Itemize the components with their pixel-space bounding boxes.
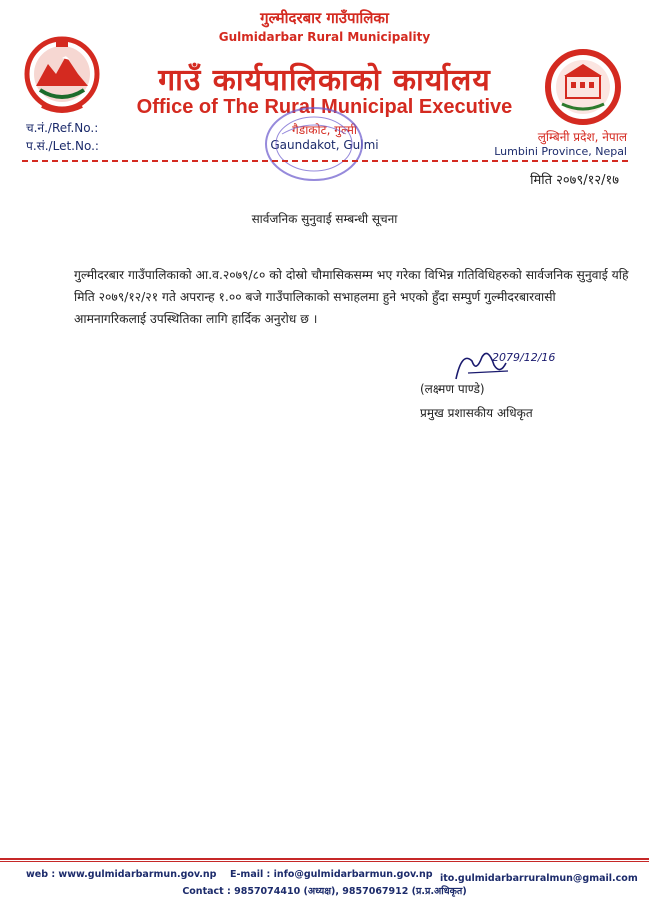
footer-contact: Contact : 9857074410 (अध्यक्ष), 9857067912 (प्र.प्र.अधिकृत) [182, 886, 467, 897]
signatory-title: प्रमुख प्रशासकीय अधिकृत [420, 406, 533, 420]
notice-subject: सार्वजनिक सुनुवाई सम्बन्धी सूचना [251, 212, 398, 226]
footer-email-ito: ito.gulmidarbarruralmun@gmail.com [440, 873, 638, 884]
document-date: मिति २०७९/१२/१७ [530, 173, 619, 188]
office-title-np: गाउँ कार्यपालिकाको कार्यालय [158, 63, 491, 98]
municipality-name-np: गुल्मीदरबार गाउँपालिका [260, 9, 389, 27]
footer-website: web : www.gulmidarbarmun.gov.np [26, 869, 217, 880]
signatory-name: (लक्ष्मण पाण्डे) [420, 382, 485, 396]
office-stamp-icon [262, 104, 366, 184]
address-np: गैडाकोट, गुल्मी [292, 123, 357, 137]
let-no-label: प.सं./Let.No.: [26, 139, 99, 153]
footer-divider-thin [0, 861, 649, 862]
ref-no-label: च.नं./Ref.No.: [26, 121, 99, 135]
municipality-name-en: Gulmidarbar Rural Municipality [218, 30, 431, 44]
footer-email-info: E-mail : info@gulmidarbarmun.gov.np [230, 869, 433, 880]
province-np: लुम्बिनी प्रदेश, नेपाल [537, 130, 627, 144]
address-en: Gaundakot, Gulmi [270, 138, 379, 152]
office-title-en: Office of The Rural Municipal Executive [136, 96, 513, 118]
footer-divider [0, 858, 649, 860]
header-divider [22, 160, 628, 162]
notice-body: गुल्मीदरबार गाउँपालिकाको आ.व.२०७९/८० को दोस्रो चौमासिकसम्म भए गरेका विभिन्न गतिविधिहरुको सार्वजनिक सुनुवाई यहि मिति २०७९/१२/२१ गते अपरान्ह १.०० बजे गाउँपालिकाको सभाहलमा हुने भएको हुँदा सम्पुर्ण गुल्मीदरबारवासी आमनागरिकलाई उपस्थितिका लागि हार्दिक अनुरोध छ । [74, 268, 629, 326]
province-en: Lumbini Province, Nepal [494, 145, 627, 158]
signature-date: 2079/12/16 [492, 351, 556, 364]
